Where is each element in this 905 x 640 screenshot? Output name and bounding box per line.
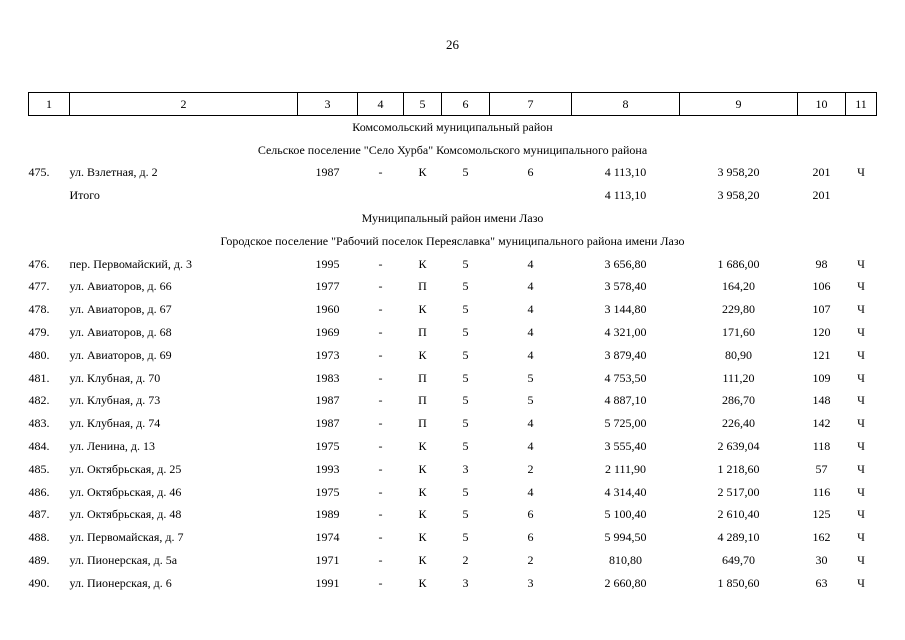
floors-cell: 2	[462, 553, 469, 568]
total-area-cell: 4 314,40	[604, 484, 647, 499]
entrances-cell: 4	[527, 416, 534, 431]
residents-cell: 109	[812, 370, 831, 385]
residents-cell: 30	[815, 553, 828, 568]
section-heading-row	[29, 207, 877, 230]
living-area-cell: 111,20	[722, 370, 755, 385]
living-area-cell: 1 850,60	[717, 575, 760, 590]
residents-cell: 107	[812, 302, 831, 317]
floors-cell: 3	[462, 575, 469, 590]
table-row	[29, 504, 877, 527]
wall-material-cell: К	[418, 302, 427, 317]
total-area-cell: 3 578,40	[604, 279, 647, 294]
entrances-cell: 6	[527, 165, 534, 180]
address-cell: ул. Первомайская, д. 7	[69, 530, 184, 545]
residents-cell: 118	[812, 439, 831, 454]
address-cell: ул. Клубная, д. 74	[69, 416, 161, 431]
entrances-cell: 4	[527, 484, 534, 499]
residents-cell: 201	[812, 165, 831, 180]
year-built-cell: 1960	[315, 302, 340, 317]
total-area-cell: 5 725,00	[604, 416, 647, 431]
ownership-cell: Ч	[857, 393, 865, 408]
table-row	[29, 298, 877, 321]
total-area-cell: 2 111,90	[604, 461, 647, 476]
column-number-header: 8	[572, 93, 680, 116]
year-built-cell: 1975	[315, 439, 340, 454]
ownership-cell: Ч	[857, 325, 865, 340]
floors-cell: 5	[462, 302, 469, 317]
column-number-header: 7	[490, 93, 572, 116]
row-number-cell: 478.	[28, 302, 50, 317]
dash-cell-cell: -	[378, 279, 383, 294]
dash-cell-cell: -	[378, 416, 383, 431]
row-number-cell: 475.	[28, 165, 50, 180]
table-row	[29, 458, 877, 481]
dash-cell-cell: -	[378, 439, 383, 454]
ownership-cell: Ч	[857, 370, 865, 385]
column-number-header: 6	[442, 93, 490, 116]
residents-cell: 162	[812, 530, 831, 545]
residents-cell: 201	[812, 188, 831, 203]
ownership-cell: Ч	[857, 416, 865, 431]
section-heading-row	[29, 230, 877, 253]
ownership-cell: Ч	[857, 347, 865, 362]
row-number-cell: 487.	[28, 507, 50, 522]
wall-material-cell: К	[418, 461, 427, 476]
floors-cell: 5	[462, 484, 469, 499]
table-row	[29, 526, 877, 549]
residents-cell: 98	[815, 256, 828, 271]
row-number-cell: 483.	[28, 416, 50, 431]
wall-material-cell: К	[418, 347, 427, 362]
living-area-cell: 164,20	[722, 279, 755, 294]
column-number-header: 4	[358, 93, 404, 116]
table-row	[29, 253, 877, 276]
floors-cell: 5	[462, 256, 469, 271]
address-cell: ул. Авиаторов, д. 68	[69, 325, 172, 340]
table-row	[29, 390, 877, 413]
address-cell: ул. Авиаторов, д. 69	[69, 347, 172, 362]
living-area-cell: 80,90	[725, 347, 752, 362]
wall-material-cell: К	[418, 256, 427, 271]
address-cell: ул. Октябрьская, д. 48	[69, 507, 182, 522]
wall-material-cell: К	[418, 165, 427, 180]
living-area-cell: 3 958,20	[717, 188, 760, 203]
address-cell: ул. Октябрьская, д. 25	[69, 461, 182, 476]
dash-cell-cell: -	[378, 575, 383, 590]
entrances-cell: 5	[527, 370, 534, 385]
dash-cell-cell: -	[378, 530, 383, 545]
entrances-cell: 3	[527, 575, 534, 590]
ownership-cell	[846, 184, 877, 207]
floors-cell: 5	[462, 393, 469, 408]
column-number-header: 11	[846, 93, 877, 116]
entrances-cell: 4	[527, 325, 534, 340]
ownership-cell: Ч	[857, 530, 865, 545]
wall-material-cell: П	[418, 393, 427, 408]
table-row	[29, 162, 877, 185]
row-number-cell: 490.	[28, 575, 50, 590]
total-area-cell: 4 887,10	[604, 393, 647, 408]
year-built-cell: 1987	[315, 416, 340, 431]
dash-cell-cell: -	[378, 553, 383, 568]
wall-material-cell: К	[418, 575, 427, 590]
total-area-cell: 3 879,40	[604, 347, 647, 362]
dash-cell-cell: -	[378, 507, 383, 522]
row-number-cell: 482.	[28, 393, 50, 408]
entrances-cell: 5	[527, 393, 534, 408]
address-cell: ул. Клубная, д. 70	[69, 370, 161, 385]
section-heading-row	[29, 139, 877, 162]
floors-cell: 5	[462, 325, 469, 340]
year-built-cell: 1971	[315, 553, 340, 568]
entrances-cell: 4	[527, 347, 534, 362]
residents-cell: 148	[812, 393, 831, 408]
wall-material-cell: К	[418, 439, 427, 454]
table-row	[29, 344, 877, 367]
residents-cell: 142	[812, 416, 831, 431]
wall-material-cell: П	[418, 416, 427, 431]
ownership-cell: Ч	[857, 461, 865, 476]
floors-cell: 5	[462, 507, 469, 522]
living-area-cell: 2 517,00	[717, 484, 760, 499]
floors-cell: 5	[462, 416, 469, 431]
dash-cell-cell: -	[378, 484, 383, 499]
living-area-cell: 1 218,60	[717, 461, 760, 476]
year-built-cell: 1987	[315, 393, 340, 408]
address-cell: ул. Ленина, д. 13	[69, 439, 156, 454]
entrances-cell: 4	[527, 439, 534, 454]
living-area-cell: 1 686,00	[717, 256, 760, 271]
total-area-cell: 5 100,40	[604, 507, 647, 522]
ownership-cell: Ч	[857, 302, 865, 317]
section-heading-row	[29, 116, 877, 139]
dash-cell-cell: -	[378, 370, 383, 385]
year-built-cell: 1975	[315, 484, 340, 499]
entrances-cell: 2	[527, 461, 534, 476]
ownership-cell: Ч	[857, 165, 865, 180]
wall-material-cell	[404, 184, 442, 207]
entrances-cell: 6	[527, 507, 534, 522]
residents-cell: 121	[812, 347, 831, 362]
floors-cell: 5	[462, 439, 469, 454]
living-area-cell: 286,70	[722, 393, 755, 408]
dash-cell-cell: -	[378, 302, 383, 317]
dash-cell-cell: -	[378, 347, 383, 362]
ownership-cell: Ч	[857, 484, 865, 499]
floors-cell: 5	[462, 530, 469, 545]
column-number-header-row	[29, 93, 877, 116]
total-area-cell: 2 660,80	[604, 575, 647, 590]
row-number-cell: 485.	[28, 461, 50, 476]
floors-cell: 5	[462, 165, 469, 180]
row-number-cell: 488.	[28, 530, 50, 545]
table-row	[29, 481, 877, 504]
table-row	[29, 321, 877, 344]
residents-cell: 57	[815, 461, 828, 476]
address-cell: Итого	[69, 188, 100, 203]
year-built-cell: 1983	[315, 370, 340, 385]
table-row	[29, 435, 877, 458]
entrances-cell: 6	[527, 530, 534, 545]
ownership-cell: Ч	[857, 279, 865, 294]
year-built-cell: 1973	[315, 347, 340, 362]
row-number-cell: 477.	[28, 279, 50, 294]
ownership-cell: Ч	[857, 439, 865, 454]
table-row	[29, 276, 877, 299]
address-cell: пер. Первомайский, д. 3	[69, 256, 192, 271]
total-area-cell: 4 113,10	[604, 165, 647, 180]
wall-material-cell: К	[418, 530, 427, 545]
entrances-cell: 2	[527, 553, 534, 568]
dash-cell-cell: -	[378, 325, 383, 340]
dash-cell-cell: -	[378, 393, 383, 408]
living-area-cell: 649,70	[722, 553, 755, 568]
address-cell: ул. Пионерская, д. 5а	[69, 553, 178, 568]
total-row	[29, 184, 877, 207]
year-built-cell: 1987	[315, 165, 340, 180]
section-heading: Комсомольский муниципальный район	[352, 119, 553, 134]
total-area-cell: 3 656,80	[604, 256, 647, 271]
residents-cell: 116	[812, 484, 831, 499]
living-area-cell: 3 958,20	[717, 165, 760, 180]
dash-cell-cell: -	[378, 165, 383, 180]
address-cell: ул. Октябрьская, д. 46	[69, 484, 182, 499]
address-cell: ул. Пионерская, д. 6	[69, 575, 172, 590]
ownership-cell: Ч	[857, 553, 865, 568]
year-built-cell: 1995	[315, 256, 340, 271]
dash-cell-cell: -	[378, 461, 383, 476]
row-number-cell: 481.	[28, 370, 50, 385]
entrances-cell: 4	[527, 302, 534, 317]
table-row	[29, 412, 877, 435]
total-area-cell: 3 144,80	[604, 302, 647, 317]
section-heading: Муниципальный район имени Лазо	[361, 211, 544, 226]
table-row	[29, 549, 877, 572]
year-built-cell: 1991	[315, 575, 340, 590]
ownership-cell: Ч	[857, 256, 865, 271]
total-area-cell: 3 555,40	[604, 439, 647, 454]
year-built-cell: 1969	[315, 325, 340, 340]
floors-cell: 5	[462, 370, 469, 385]
column-number-header: 2	[70, 93, 298, 116]
column-number-header: 5	[404, 93, 442, 116]
living-area-cell: 171,60	[722, 325, 755, 340]
table-row	[29, 367, 877, 390]
row-number-cell: 489.	[28, 553, 50, 568]
row-number-cell: 484.	[28, 439, 50, 454]
dash-cell-cell: -	[378, 256, 383, 271]
total-area-cell: 810,80	[609, 553, 642, 568]
residents-cell: 125	[812, 507, 831, 522]
address-cell: ул. Авиаторов, д. 67	[69, 302, 172, 317]
floors-cell	[442, 184, 490, 207]
year-built-cell	[298, 184, 358, 207]
residents-cell: 120	[812, 325, 831, 340]
living-area-cell: 229,80	[722, 302, 755, 317]
row-number-cell: 479.	[28, 325, 50, 340]
residents-cell: 63	[815, 575, 828, 590]
total-area-cell: 4 753,50	[604, 370, 647, 385]
total-area-cell: 5 994,50	[604, 530, 647, 545]
residents-cell: 106	[812, 279, 831, 294]
total-area-cell: 4 113,10	[604, 188, 647, 203]
wall-material-cell: П	[418, 370, 427, 385]
row-number-cell: 476.	[28, 256, 50, 271]
wall-material-cell: К	[418, 553, 427, 568]
dash-cell-cell	[358, 184, 404, 207]
total-area-cell: 4 321,00	[604, 325, 647, 340]
section-heading: Городское поселение "Рабочий поселок Переяславка" муниципального района имени Лазо	[220, 233, 685, 248]
wall-material-cell: К	[418, 484, 427, 499]
entrances-cell: 4	[527, 279, 534, 294]
year-built-cell: 1974	[315, 530, 340, 545]
table-body	[29, 116, 877, 595]
entrances-cell: 4	[527, 256, 534, 271]
row-number-cell: 486.	[28, 484, 50, 499]
wall-material-cell: К	[418, 507, 427, 522]
living-area-cell: 4 289,10	[717, 530, 760, 545]
address-cell: ул. Взлетная, д. 2	[69, 165, 158, 180]
table-row	[29, 572, 877, 595]
page-number: 26	[446, 37, 459, 52]
row-number-cell	[29, 184, 70, 207]
year-built-cell: 1977	[315, 279, 340, 294]
floors-cell: 3	[462, 461, 469, 476]
column-number-header: 3	[298, 93, 358, 116]
wall-material-cell: П	[418, 325, 427, 340]
year-built-cell: 1989	[315, 507, 340, 522]
living-area-cell: 2 639,04	[717, 439, 760, 454]
section-heading: Сельское поселение "Село Хурба" Комсомольского муниципального района	[257, 142, 648, 157]
column-number-header: 1	[29, 93, 70, 116]
column-number-header: 10	[798, 93, 846, 116]
wall-material-cell: П	[418, 279, 427, 294]
row-number-cell: 480.	[28, 347, 50, 362]
entrances-cell	[490, 184, 572, 207]
floors-cell: 5	[462, 347, 469, 362]
year-built-cell: 1993	[315, 461, 340, 476]
living-area-cell: 2 610,40	[717, 507, 760, 522]
ownership-cell: Ч	[857, 575, 865, 590]
housing-registry-table	[28, 92, 877, 595]
address-cell: ул. Клубная, д. 73	[69, 393, 161, 408]
living-area-cell: 226,40	[722, 416, 755, 431]
address-cell: ул. Авиаторов, д. 66	[69, 279, 172, 294]
ownership-cell: Ч	[857, 507, 865, 522]
column-number-header: 9	[680, 93, 798, 116]
floors-cell: 5	[462, 279, 469, 294]
